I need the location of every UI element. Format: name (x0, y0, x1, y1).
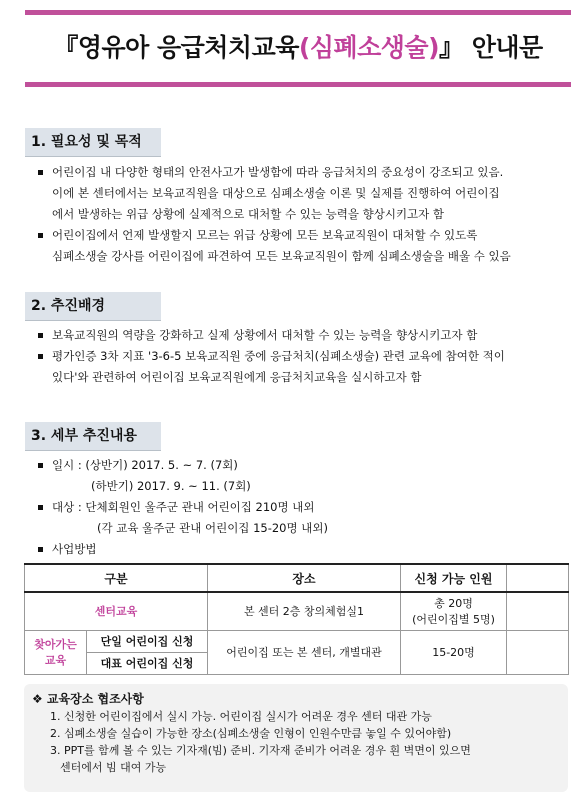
empty-cell (507, 630, 569, 674)
section-background-heading: 2. 추진배경 (25, 292, 161, 321)
details-bullets (36, 455, 576, 560)
visiting-education-cell: 찾아가는 교육 (25, 630, 87, 674)
page-title (25, 28, 571, 64)
table-row (25, 592, 569, 630)
empty-cell (507, 592, 569, 630)
notes-list (50, 708, 471, 776)
notes-title: ❖ 교육장소 협조사항 (32, 692, 144, 706)
center-education-cell: 센터교육 (25, 592, 208, 630)
header-capacity: 신청 가능 인원 (401, 564, 507, 592)
target-bullet: 대상 : 단체회원인 울주군 관내 어린이집 210명 내외 (각 교육 울주군 관내 어린이집 15-20명 내외) (36, 497, 576, 539)
visiting-capacity-cell: 15-20명 (401, 630, 507, 674)
education-table (24, 563, 569, 675)
section-details-heading: 3. 세부 추진내용 (25, 422, 161, 451)
table-header-row (25, 564, 569, 592)
purpose-bullets (36, 162, 576, 267)
visiting-place-cell: 어린이집 또는 본 센터, 개별대관 (208, 630, 401, 674)
title-highlight: (심폐소생술) (298, 33, 439, 62)
title-top-bar (25, 10, 571, 15)
note-line: 2. 심폐소생술 실습이 가능한 장소(심폐소생술 인형이 인원수만큼 놓일 수 있어야함) (50, 727, 452, 740)
header-place: 장소 (208, 564, 401, 592)
center-capacity-cell: 총 20명 (어린이집별 5명) (401, 592, 507, 630)
table-row (25, 630, 569, 652)
title-bottom-bar (25, 82, 571, 87)
section-purpose-heading: 1. 필요성 및 목적 (25, 128, 161, 157)
header-type: 구분 (25, 564, 208, 592)
title-suffix: 』 안내문 (439, 33, 543, 62)
background-bullet: 보육교직원의 역량을 강화하고 실제 상황에서 대처할 수 있는 능력을 향상시키고자 함 (36, 325, 576, 346)
background-bullets (36, 325, 576, 388)
title-prefix: 『영유아 응급처치교육 (53, 33, 299, 62)
note-line: 센터에서 빔 대여 가능 (60, 761, 167, 774)
background-bullet: 평가인증 3차 지표 '3-6-5 보육교직원 중에 응급처치(심폐소생술) 관련 교육에 참여한 적이 있다'와 관련하여 어린이집 보육교직원에게 응급처치교육을 실시하고자 함 (36, 346, 576, 388)
purpose-bullet: 어린이집 내 다양한 형태의 안전사고가 발생함에 따라 응급처치의 중요성이 강조되고 있음. 이에 본 센터에서는 보육교직원을 대상으로 심폐소생술 이론 및 실제를 진행하여 어린이집 에서 발생하는 위급 상황에 실제적으로 대처할 수 있는 능력을 향상시키고자 함 (36, 162, 576, 225)
note-line: 3. PPT를 함께 볼 수 있는 기자재(빔) 준비. 기자재 준비가 어려운 경우 흰 벽면이 있으면 (50, 744, 471, 757)
single-apply-cell: 단일 어린이집 신청 (87, 630, 208, 652)
notes-box (24, 684, 568, 792)
representative-apply-cell: 대표 어린이집 신청 (87, 652, 208, 674)
note-line: 1. 신청한 어린이집에서 실시 가능. 어린이집 실시가 어려운 경우 센터 대관 가능 (50, 710, 432, 723)
center-place-cell: 본 센터 2층 창의체험실1 (208, 592, 401, 630)
method-bullet: 사업방법 (36, 539, 576, 560)
header-empty (507, 564, 569, 592)
purpose-bullet: 어린이집에서 언제 발생할지 모르는 위급 상황에 모든 보육교직원이 대처할 수 있도록 심폐소생술 강사를 어린이집에 파견하여 모든 보육교직원이 함께 심폐소생술을 배울 수 있음 (36, 225, 576, 267)
schedule-bullet: 일시 : (상반기) 2017. 5. ~ 7. (7회) (하반기) 2017. 9. ~ 11. (7회) (36, 455, 576, 497)
